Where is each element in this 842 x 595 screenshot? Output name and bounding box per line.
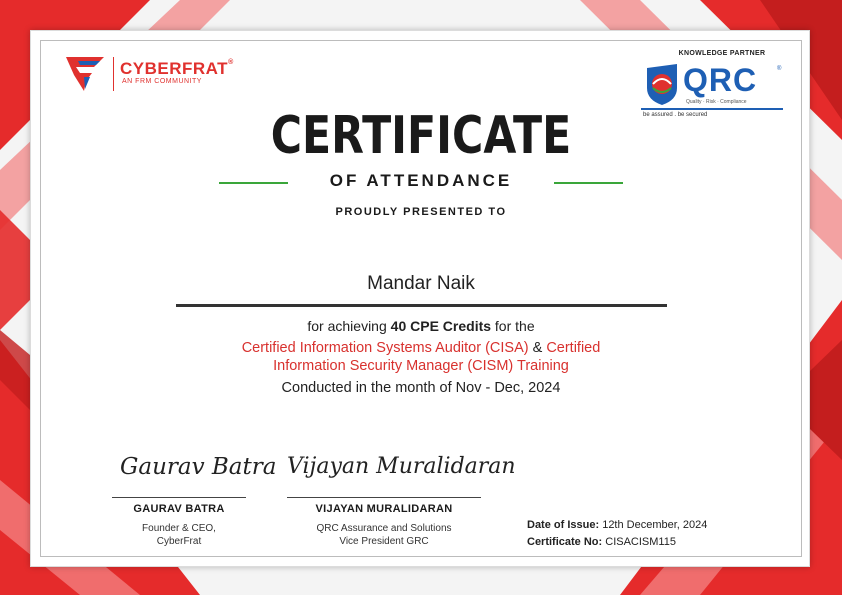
recipient-underline (176, 304, 667, 307)
cpe-credits: 40 CPE Credits (390, 318, 492, 334)
course-names: Certified Information Systems Auditor (CISA) & Certified Information Security Manager (CISM) Training (241, 340, 601, 374)
signatory-name-2: VIJAYAN MURALIDARAN (315, 503, 453, 515)
qrc-brand: QRC (683, 62, 758, 98)
cyberfrat-tagline: AN FRM COMMUNITY (122, 78, 202, 85)
signatory-role-1: Founder & CEO, CyberFrat (142, 523, 216, 547)
signature-gaurav: Gaurav Batra (120, 454, 277, 480)
date-of-issue: Date of Issue: 12th December, 2024 (527, 519, 708, 531)
subtitle-rule-right (554, 182, 623, 184)
signature-line-2 (287, 497, 481, 498)
recipient-name: Mandar Naik (367, 273, 475, 294)
logo-divider (113, 57, 114, 91)
course-cism-part1: Certified (546, 340, 601, 356)
signatory-role-2: QRC Assurance and Solutions Vice President GRC (316, 523, 452, 547)
cyberfrat-brand: CYBERFRAT® (120, 59, 234, 78)
course-cisa: Certified Information Systems Auditor (CISA) (241, 340, 529, 356)
cyberfrat-shield-icon (64, 55, 106, 93)
course-cism-part2: Information Security Manager (CISM) Training (273, 358, 569, 374)
certificate-subtitle: OF ATTENDANCE (329, 171, 513, 190)
issue-details (527, 517, 707, 551)
signature-vijayan: Vijayan Muralidaran (287, 454, 516, 479)
knowledge-partner-label: KNOWLEDGE PARTNER (678, 50, 766, 57)
certificate-title: CERTIFICATE (270, 106, 572, 166)
qrc-tagline: Quality · Risk · Compliance (686, 99, 747, 105)
presented-to-label: PROUDLY PRESENTED TO (335, 206, 507, 218)
qrc-registered: ® (777, 66, 782, 72)
certificate-number: Certificate No: CISACISM115 (527, 536, 676, 548)
qrc-slogan: be assured . be secured (643, 112, 708, 118)
qrc-globe-icon (643, 62, 681, 106)
conducted-line: Conducted in the month of Nov - Dec, 2024 (281, 380, 561, 396)
achievement-line: for achieving 40 CPE Credits for the (307, 318, 535, 334)
signature-line-1 (112, 497, 246, 498)
signatory-name-1: GAURAV BATRA (133, 503, 225, 515)
